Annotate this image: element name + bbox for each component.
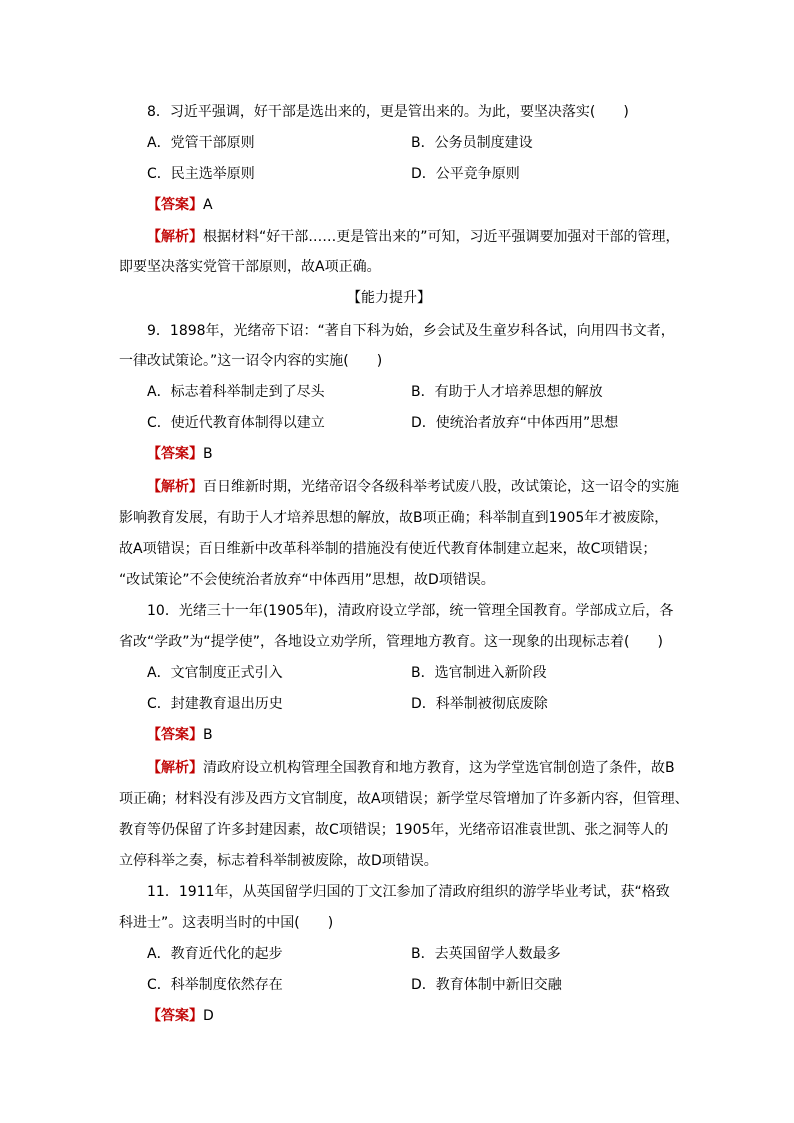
question-8-stem: 8．习近平强调，好干部是选出来的，更是管出来的。为此，要坚决落实( ) [147, 104, 629, 120]
question-11-stem-line-2: 科进士”。这表明当时的中国( ) [119, 915, 334, 931]
q8-option-a: A．党管干部原则 [147, 135, 255, 151]
q9-analysis-line-2: 影响教育发展，有助于人才培养思想的解放，故B项正确；科举制直到1905年才被废除， [119, 510, 669, 526]
answer-value: B [203, 446, 213, 462]
q9-answer [147, 444, 213, 464]
q8-analysis-line-1 [147, 227, 680, 247]
q11-option-a: A．教育近代化的起步 [147, 946, 283, 962]
q9-analysis-line-1 [147, 477, 679, 497]
question-10-stem-line-1: 10．光绪三十一年(1905年)，清政府设立学部，统一管理全国教育。学部成立后，各 [147, 603, 674, 619]
q11-answer [147, 1006, 214, 1026]
q10-answer [147, 725, 213, 745]
analysis-tag: 【解析】 [147, 479, 203, 495]
question-11-stem-line-1: 11．1911年，从英国留学归国的丁文江参加了清政府组织的游学毕业考试，获“格致 [147, 884, 670, 900]
answer-tag: 【答案】 [147, 197, 203, 213]
analysis-text: 根据材料“好干部……更是管出来的”可知，习近平强调要加强对干部的管理， [203, 229, 680, 245]
q9-analysis-line-4: “改试策论”不会使统治者放弃“中体西用”思想，故D项错误。 [119, 572, 495, 588]
analysis-text: 百日维新时期，光绪帝诏令各级科举考试废八股，改试策论，这一诏令的实施 [203, 479, 679, 495]
q9-option-c: C．使近代教育体制得以建立 [147, 415, 325, 431]
section-title: 【能力提升】 [347, 290, 431, 306]
answer-value: A [203, 197, 213, 213]
q9-option-d: D．使统治者放弃“中体西用”思想 [411, 415, 619, 431]
q9-option-a: A．标志着科举制走到了尽头 [147, 384, 325, 400]
question-10-stem-line-2: 省改“学政”为“提学使”，各地设立劝学所，管理地方教育。这一现象的出现标志着( ) [119, 634, 663, 650]
q10-analysis-line-3: 教育等仍保留了许多封建因素，故C项错误；1905年，光绪帝诏准袁世凯、张之洞等人的 [119, 822, 669, 838]
answer-value: B [203, 727, 213, 743]
q10-analysis-line-4: 立停科举之奏，标志着科举制被废除，故D项错误。 [119, 853, 438, 869]
analysis-tag: 【解析】 [147, 229, 203, 245]
q11-option-b: B．去英国留学人数最多 [411, 946, 561, 962]
q10-analysis-line-2: 项正确；材料没有涉及西方文官制度，故A项错误；新学堂尽管增加了许多新内容，但管理、 [119, 791, 689, 807]
q8-answer [147, 195, 213, 215]
q8-option-d: D．公平竞争原则 [411, 166, 520, 182]
question-9-stem-line-1: 9．1898年，光绪帝下诏：“著自下科为始，乡会试及生童岁科各试，向用四书文者， [147, 323, 675, 339]
answer-tag: 【答案】 [147, 1008, 203, 1024]
answer-tag: 【答案】 [147, 446, 203, 462]
q9-analysis-line-3: 故A项错误；百日维新中改革科举制的措施没有使近代教育体制建立起来，故C项错误； [119, 541, 657, 557]
q8-option-b: B．公务员制度建设 [411, 135, 533, 151]
q11-option-c: C．科举制度依然存在 [147, 977, 283, 993]
q10-analysis-line-1 [147, 758, 675, 778]
q10-option-c: C．封建教育退出历史 [147, 696, 283, 712]
q8-analysis-line-2: 即要坚决落实党管干部原则，故A项正确。 [119, 259, 381, 275]
q10-option-b: B．选官制进入新阶段 [411, 665, 547, 681]
answer-tag: 【答案】 [147, 727, 203, 743]
q8-option-c: C．民主选举原则 [147, 166, 255, 182]
analysis-tag: 【解析】 [147, 760, 203, 776]
q10-option-d: D．科举制被彻底废除 [411, 696, 548, 712]
q9-option-b: B．有助于人才培养思想的解放 [411, 384, 603, 400]
q11-option-d: D．教育体制中新旧交融 [411, 977, 562, 993]
answer-value: D [203, 1008, 214, 1024]
question-9-stem-line-2: 一律改试策论。”这一诏令内容的实施( ) [119, 353, 383, 369]
analysis-text: 清政府设立机构管理全国教育和地方教育，这为学堂选官制创造了条件，故B [203, 760, 675, 776]
q10-option-a: A．文官制度正式引入 [147, 665, 283, 681]
